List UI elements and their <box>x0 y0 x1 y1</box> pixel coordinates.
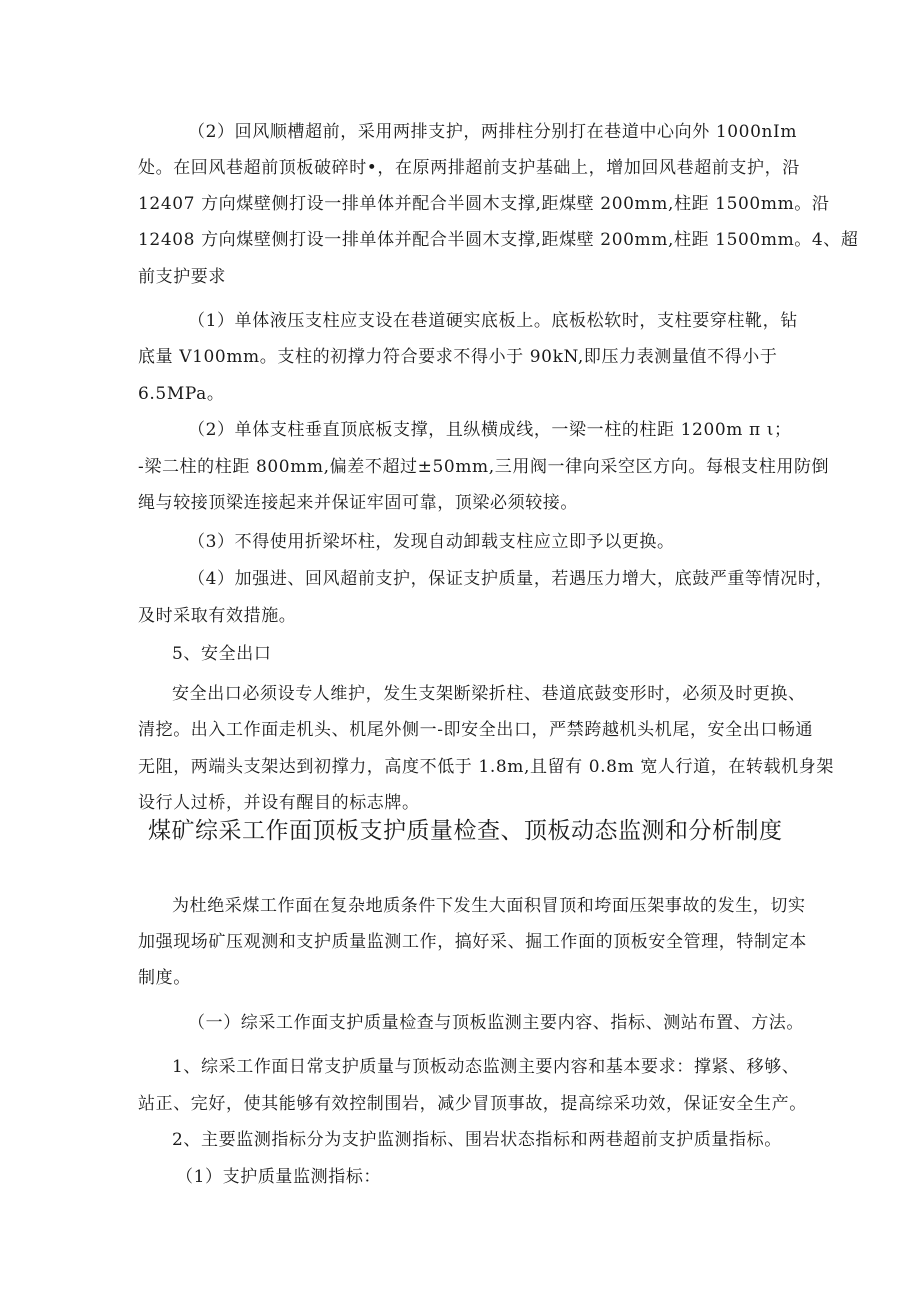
text-line: 2、主要监测指标分为支护监测指标、围岩状态指标和两巷超前支护质量指标。 <box>172 1130 782 1150</box>
text-line: 设行人过桥，并设有醒目的标志牌。 <box>138 793 420 813</box>
text-line: 清挖。出入工作面走机头、机尾外侧一-即安全出口，严禁跨越机头机尾，安全出口畅通 <box>138 720 814 740</box>
text-line: （1）支护质量监测指标： <box>176 1167 382 1187</box>
text-line: -梁二柱的柱距 800mm,偏差不超过±50mm,三用阀一律向采空区方向。每根支柱用防倒 <box>138 457 830 477</box>
text-line: 底量 V100mm。支柱的初撑力符合要求不得小于 90kN,即压力表测量值不得小于 <box>138 347 778 367</box>
text-line: 制度。 <box>138 968 191 988</box>
text-line: 无阻，两端头支架达到初撑力，高度不低于 1.8m,且留有 0.8m 宽人行道，在转载机身架 <box>138 757 834 777</box>
text-line: （2）回风顺槽超前，采用两排支护，两排柱分别打在巷道中心向外 1000nIm <box>188 122 798 142</box>
text-line: 安全出口必须设专人维护，发生支架断梁折柱、巷道底鼓变形时，必须及时更换、 <box>172 684 806 704</box>
text-line: 1、综采工作面日常支护质量与顶板动态监测主要内容和基本要求：撑紧、移够、 <box>172 1057 800 1077</box>
text-line: 加强现场矿压观测和支护质量监测工作，搞好采、掘工作面的顶板安全管理，特制定本 <box>138 932 807 952</box>
text-line: 站正、完好，使其能够有效控制围岩，减少冒顶事故，提高综采功效，保证安全生产。 <box>138 1094 807 1114</box>
text-line: 绳与较接顶梁连接起来并保证牢固可靠，顶梁必须较接。 <box>138 493 578 513</box>
document-title: 煤矿综采工作面顶板支护质量检查、顶板动态监测和分析制度 <box>148 818 783 844</box>
text-line: 6.5MPa。 <box>138 384 225 404</box>
text-line: 为杜绝采煤工作面在复杂地质条件下发生大面积冒顶和垮面压架事故的发生，切实 <box>172 896 806 916</box>
text-line: （4）加强进、回风超前支护，保证支护质量，若遇压力增大，底鼓严重等情况时， <box>188 569 834 589</box>
text-line: 12407 方向煤壁侧打设一排单体并配合半圆木支撑,距煤壁 200mm,柱距 1500mm。沿 <box>138 194 830 214</box>
section-heading: 5、安全出口 <box>172 644 272 664</box>
text-line: （2）单体支柱垂直顶底板支撑，且纵横成线，一梁一柱的柱距 1200m π ι； <box>188 420 792 440</box>
text-line: （一）综采工作面支护质量检查与顶板监测主要内容、指标、测站布置、方法。 <box>188 1013 804 1033</box>
text-line: 及时采取有效措施。 <box>138 606 297 626</box>
text-line: （3）不得使用折梁坏柱，发现自动卸载支柱应立即予以更换。 <box>188 532 675 552</box>
text-line: （1）单体液压支柱应支设在巷道硬实底板上。底板松软时，支柱要穿柱靴，钻 <box>188 311 798 331</box>
text-line: 处。在回风巷超前顶板破碎时•，在原两排超前支护基础上，增加回风巷超前支护，沿 <box>138 158 800 178</box>
text-line: 12408 方向煤壁侧打设一排单体并配合半圆木支撑,距煤壁 200mm,柱距 1500mm。4、超 <box>138 230 859 250</box>
text-line: 前支护要求 <box>138 267 226 287</box>
